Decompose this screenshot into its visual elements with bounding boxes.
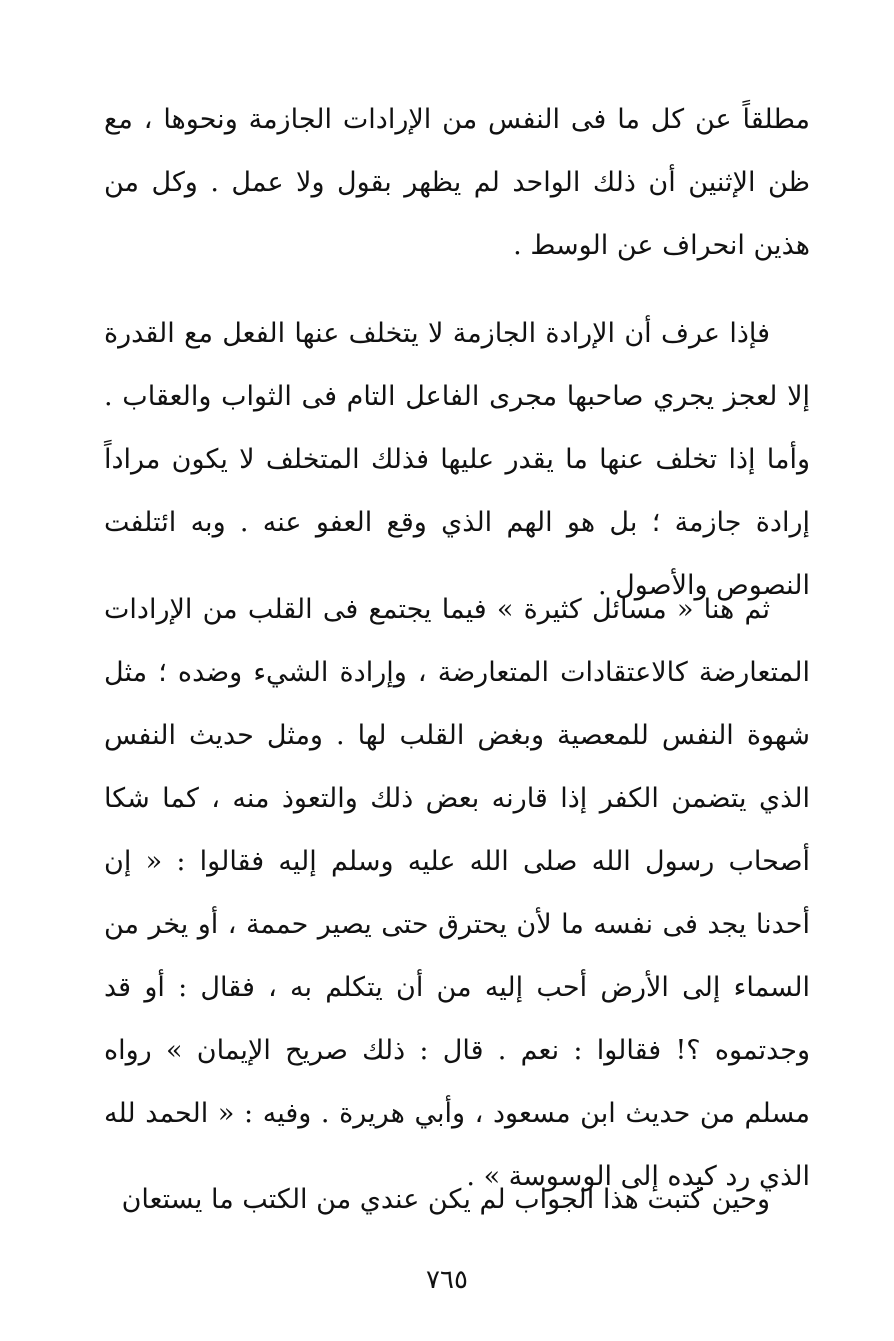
paragraph-continuation [104,88,810,277]
paragraph-firm-will [104,302,810,617]
paragraph-text: مطلقاً عن كل ما فى النفس من الإرادات الجازمة ونحوها ، مع ظن الإثنين أن ذلك الواحد لم يظهر بقول ولا عمل . وكل من هذين انحراف عن الوسط . [104,104,810,261]
paragraph-text: ثم هنا « مسائل كثيرة » فيما يجتمع فى القلب من الإرادات المتعارضة كالاعتقادات المتعارضة ، وإرادة الشيء وضده ؛ مثل شهوة النفس للمعصية وبغض القلب لها . ومثل حديث النفس الذي يتضمن الكفر إذا قارنه بعض ذلك والتعوذ منه ، كما شكا أصحاب رسول الله صلى الله عليه وسلم إليه فقالوا : « إن أحدنا يجد فى نفسه ما لأن يحترق حتى يصير حممة ، أو يخر من السماء إلى الأرض أحب إليه من أن يتكلم به ، فقال : أو قد وجدتموه ؟! فقالوا : نعم . قال : ذلك صريح الإيمان » رواه مسلم من حديث ابن مسعود ، وأبي هريرة . وفيه : « الحمد لله الذي رد كيده إلى الوسوسة » . [104,594,810,1192]
paragraph-text: فإذا عرف أن الإرادة الجازمة لا يتخلف عنها الفعل مع القدرة إلا لعجز يجري صاحبها مجرى الفاعل التام فى الثواب والعقاب . وأما إذا تخلف عنها ما يقدر عليها فذلك المتخلف لا يكون مراداً إرادة جازمة ؛ بل هو الهم الذي وقع العفو عنه . وبه ائتلفت النصوص والأصول . [104,318,810,601]
paragraph-conflicting-wills [104,578,810,1208]
paragraph-text: وحين كتبت هذا الجواب لم يكن عندي من الكتب ما يستعان [121,1184,770,1215]
paragraph-closing [104,1168,810,1231]
page-number: ٧٦٥ [426,1265,468,1295]
